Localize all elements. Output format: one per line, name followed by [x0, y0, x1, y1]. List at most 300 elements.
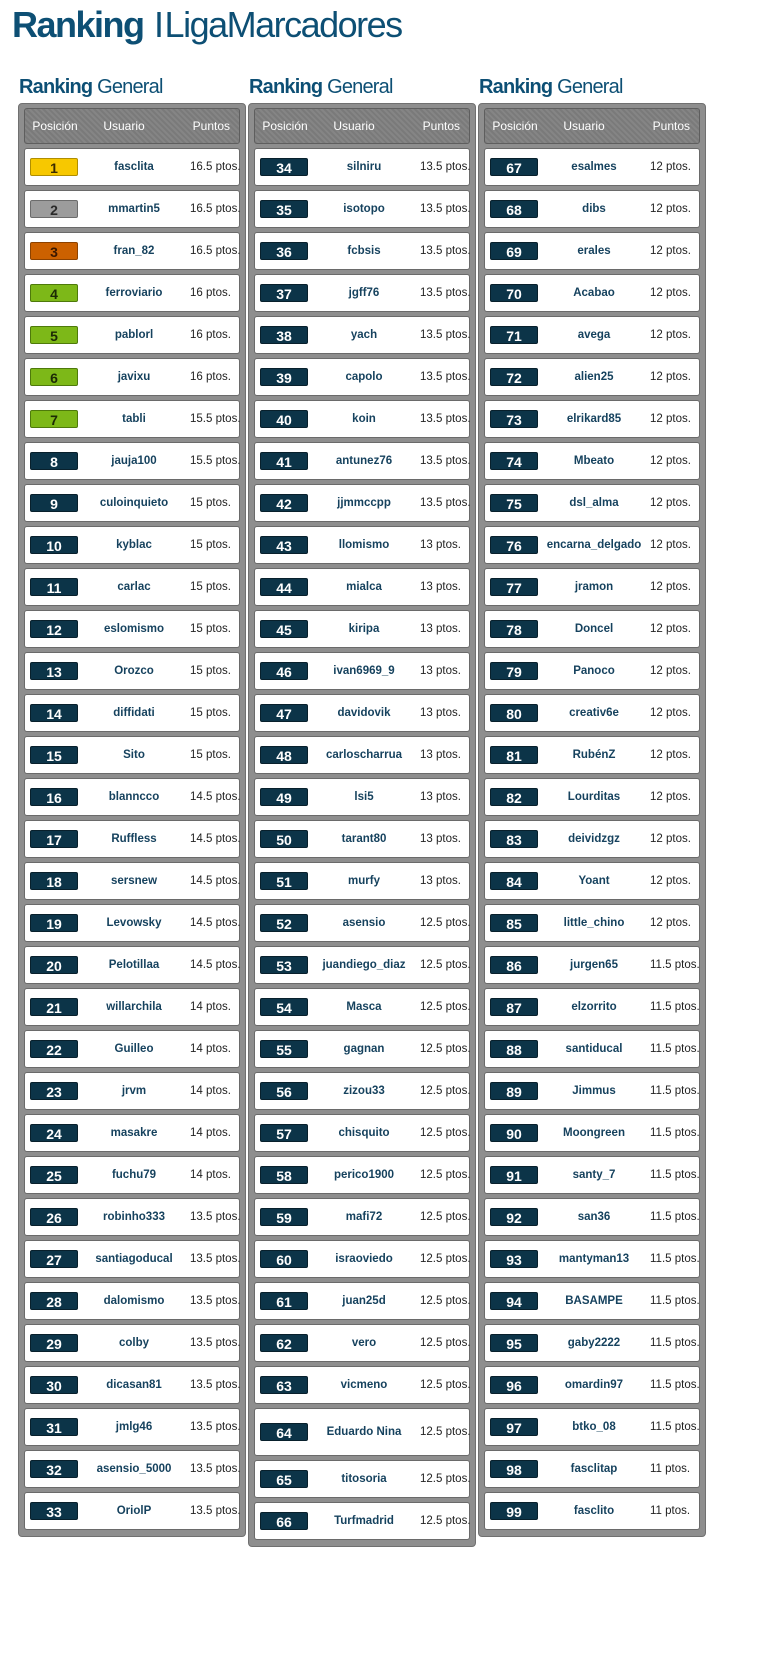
- user-name: eslomismo: [103, 622, 165, 635]
- user-name: sersnew: [110, 874, 158, 887]
- user-points: 12 ptos.: [650, 455, 691, 467]
- page-title-separator: I: [154, 4, 163, 45]
- user-name: Mbeato: [573, 454, 615, 467]
- position-badge: 2: [30, 200, 78, 218]
- position-badge: 23: [30, 1082, 78, 1100]
- user-name: elzorrito: [571, 1000, 617, 1013]
- ranking-row: [24, 484, 240, 522]
- user-points: 12.5 ptos.: [420, 1379, 471, 1391]
- user-points: 12 ptos.: [650, 707, 691, 719]
- user-name: carlac: [117, 580, 151, 593]
- user-points: 12.5 ptos.: [420, 1295, 471, 1307]
- user-points: 11.5 ptos.: [650, 1421, 700, 1433]
- user-name: blanncco: [108, 790, 160, 803]
- user-points: 13 ptos.: [420, 539, 461, 551]
- user-points: 12.5 ptos.: [420, 1515, 471, 1527]
- column-title: [248, 72, 478, 102]
- position-badge: 6: [30, 368, 78, 386]
- ranking-row: [254, 904, 470, 942]
- ranking-panel: [18, 103, 246, 1537]
- position-badge: 45: [260, 620, 308, 638]
- ranking-row: [254, 988, 470, 1026]
- position-badge: 48: [260, 746, 308, 764]
- position-badge: 83: [490, 830, 538, 848]
- user-name: Acabao: [573, 286, 615, 299]
- user-name: fran_82: [113, 244, 155, 257]
- header-points: Puntos: [422, 119, 460, 133]
- user-name: dsl_alma: [569, 496, 619, 509]
- user-name: kyblac: [116, 538, 152, 551]
- position-badge: 58: [260, 1166, 308, 1184]
- user-points: 13.5 ptos.: [420, 455, 471, 467]
- ranking-row: [254, 862, 470, 900]
- ranking-row: [24, 1492, 240, 1530]
- position-badge: 61: [260, 1292, 308, 1310]
- ranking-row: [24, 274, 240, 312]
- ranking-row: [24, 946, 240, 984]
- user-points: 11.5 ptos.: [650, 1043, 700, 1055]
- position-badge: 14: [30, 704, 78, 722]
- user-name: Masca: [346, 1000, 382, 1013]
- user-points: 11.5 ptos.: [650, 1379, 700, 1391]
- position-badge: 92: [490, 1208, 538, 1226]
- user-points: 16 ptos.: [190, 287, 231, 299]
- user-name: Turfmadrid: [334, 1514, 394, 1527]
- ranking-row: [484, 1114, 700, 1152]
- position-badge: 26: [30, 1208, 78, 1226]
- user-name: san36: [577, 1210, 611, 1223]
- user-points: 12 ptos.: [650, 203, 691, 215]
- position-badge: 32: [30, 1460, 78, 1478]
- user-points: 12.5 ptos.: [420, 1169, 471, 1181]
- user-points: 15.5 ptos.: [190, 455, 241, 467]
- position-badge: 12: [30, 620, 78, 638]
- ranking-row: [24, 820, 240, 858]
- position-badge: 55: [260, 1040, 308, 1058]
- ranking-row: [24, 400, 240, 438]
- position-badge: 74: [490, 452, 538, 470]
- ranking-row: [24, 1156, 240, 1194]
- user-points: 13 ptos.: [420, 875, 461, 887]
- user-points: 13.5 ptos.: [190, 1379, 241, 1391]
- position-badge: 44: [260, 578, 308, 596]
- user-points: 16 ptos.: [190, 329, 231, 341]
- user-points: 13.5 ptos.: [420, 371, 471, 383]
- position-badge: 20: [30, 956, 78, 974]
- position-badge: 77: [490, 578, 538, 596]
- ranking-row: [24, 694, 240, 732]
- position-badge: 71: [490, 326, 538, 344]
- ranking-row: [24, 652, 240, 690]
- user-name: Ruffless: [111, 832, 157, 845]
- user-name: omardin97: [564, 1378, 624, 1391]
- ranking-row: [484, 1492, 700, 1530]
- header-user: Usuario: [563, 119, 605, 133]
- ranking-row: [484, 988, 700, 1026]
- column-title-bold: Ranking: [479, 76, 553, 98]
- user-name: mantyman13: [558, 1252, 630, 1265]
- ranking-row: [254, 316, 470, 354]
- column-title: [478, 72, 708, 102]
- user-points: 13.5 ptos.: [420, 329, 471, 341]
- ranking-row: [24, 1198, 240, 1236]
- user-points: 12 ptos.: [650, 245, 691, 257]
- user-name: Levowsky: [106, 916, 162, 929]
- position-badge: 64: [260, 1423, 308, 1441]
- user-points: 13.5 ptos.: [190, 1295, 241, 1307]
- position-badge: 65: [260, 1470, 308, 1488]
- position-badge: 49: [260, 788, 308, 806]
- position-badge: 51: [260, 872, 308, 890]
- ranking-row: [24, 1030, 240, 1068]
- user-name: titosoria: [341, 1472, 387, 1485]
- position-badge: 41: [260, 452, 308, 470]
- position-badge: 79: [490, 662, 538, 680]
- ranking-row: [24, 1450, 240, 1488]
- user-points: 11.5 ptos.: [650, 959, 700, 971]
- position-badge: 86: [490, 956, 538, 974]
- ranking-column-3: [478, 72, 708, 1537]
- position-badge: 52: [260, 914, 308, 932]
- ranking-row: [254, 484, 470, 522]
- ranking-row: [484, 1408, 700, 1446]
- user-points: 12.5 ptos.: [420, 1253, 471, 1265]
- ranking-row: [254, 400, 470, 438]
- user-points: 12 ptos.: [650, 833, 691, 845]
- user-name: juandiego_diaz: [322, 958, 406, 971]
- user-name: btko_08: [572, 1420, 616, 1433]
- user-name: colby: [118, 1336, 150, 1349]
- column-title: [18, 72, 248, 102]
- user-name: Jimmus: [572, 1084, 616, 1097]
- user-name: Lourditas: [567, 790, 621, 803]
- user-name: esalmes: [571, 160, 617, 173]
- header-position: Posición: [32, 119, 78, 133]
- position-badge: 62: [260, 1334, 308, 1352]
- user-name: diffidati: [113, 706, 155, 719]
- column-title-bold: Ranking: [249, 76, 323, 98]
- user-name: BASAMPE: [565, 1294, 623, 1307]
- position-badge: 96: [490, 1376, 538, 1394]
- position-badge: 66: [260, 1512, 308, 1530]
- user-points: 12 ptos.: [650, 371, 691, 383]
- table-header: [254, 108, 470, 144]
- user-name: little_chino: [563, 916, 625, 929]
- user-name: lsi5: [354, 790, 374, 803]
- position-badge: 7: [30, 410, 78, 428]
- user-name: alien25: [574, 370, 614, 383]
- user-points: 12.5 ptos.: [420, 1473, 471, 1485]
- user-name: Panoco: [573, 664, 615, 677]
- position-badge: 30: [30, 1376, 78, 1394]
- user-points: 13 ptos.: [420, 707, 461, 719]
- position-badge: 27: [30, 1250, 78, 1268]
- user-name: asensio_5000: [96, 1462, 172, 1475]
- user-points: 12.5 ptos.: [420, 1001, 471, 1013]
- user-name: santiducal: [565, 1042, 623, 1055]
- header-position: Posición: [262, 119, 308, 133]
- ranking-row: [24, 1114, 240, 1152]
- position-badge: 70: [490, 284, 538, 302]
- page-title: [12, 0, 402, 50]
- user-name: fuchu79: [111, 1168, 157, 1181]
- user-name: deividzgz: [568, 832, 620, 845]
- ranking-row: [484, 610, 700, 648]
- ranking-row: [484, 778, 700, 816]
- column-title-light: General: [557, 76, 623, 98]
- user-name: tabli: [122, 412, 146, 425]
- ranking-row: [484, 400, 700, 438]
- position-badge: 37: [260, 284, 308, 302]
- ranking-row: [484, 946, 700, 984]
- user-points: 13.5 ptos.: [420, 413, 471, 425]
- user-points: 12.5 ptos.: [420, 1211, 471, 1223]
- position-badge: 80: [490, 704, 538, 722]
- user-name: zizou33: [343, 1084, 385, 1097]
- ranking-rows: [254, 148, 470, 1540]
- user-points: 12.5 ptos.: [420, 959, 471, 971]
- user-name: mmartin5: [108, 202, 160, 215]
- position-badge: 22: [30, 1040, 78, 1058]
- user-points: 13.5 ptos.: [420, 161, 471, 173]
- position-badge: 81: [490, 746, 538, 764]
- user-points: 11.5 ptos.: [650, 1169, 700, 1181]
- user-name: santy_7: [572, 1168, 616, 1181]
- header-points: Puntos: [652, 119, 690, 133]
- user-points: 16.5 ptos.: [190, 203, 241, 215]
- user-points: 12 ptos.: [650, 161, 691, 173]
- user-name: murfy: [348, 874, 380, 887]
- ranking-row: [254, 1282, 470, 1320]
- ranking-row: [24, 568, 240, 606]
- ranking-row: [484, 1072, 700, 1110]
- position-badge: 18: [30, 872, 78, 890]
- position-badge: 73: [490, 410, 538, 428]
- user-name: ivan6969_9: [333, 664, 395, 677]
- position-badge: 84: [490, 872, 538, 890]
- ranking-rows: [24, 148, 240, 1530]
- ranking-row: [24, 442, 240, 480]
- ranking-row: [484, 484, 700, 522]
- user-points: 11.5 ptos.: [650, 1295, 700, 1307]
- user-name: avega: [577, 328, 611, 341]
- user-points: 15 ptos.: [190, 749, 231, 761]
- user-name: chisquito: [338, 1126, 390, 1139]
- position-badge: 31: [30, 1418, 78, 1436]
- user-name: dicasan81: [106, 1378, 162, 1391]
- ranking-row: [254, 1114, 470, 1152]
- user-name: antunez76: [335, 454, 393, 467]
- user-name: Eduardo Nina: [326, 1425, 402, 1438]
- position-badge: 93: [490, 1250, 538, 1268]
- position-badge: 38: [260, 326, 308, 344]
- ranking-row: [484, 1366, 700, 1404]
- user-name: elrikard85: [566, 412, 622, 425]
- ranking-row: [484, 1030, 700, 1068]
- user-name: fasclita: [114, 160, 154, 173]
- user-name: Orozco: [114, 664, 154, 677]
- position-badge: 57: [260, 1124, 308, 1142]
- position-badge: 99: [490, 1502, 538, 1520]
- ranking-row: [24, 1072, 240, 1110]
- user-name: fasclito: [573, 1504, 615, 1517]
- position-badge: 1: [30, 158, 78, 176]
- position-badge: 60: [260, 1250, 308, 1268]
- position-badge: 98: [490, 1460, 538, 1478]
- position-badge: 56: [260, 1082, 308, 1100]
- user-points: 13.5 ptos.: [190, 1463, 241, 1475]
- user-name: encarna_delgado: [546, 538, 642, 551]
- ranking-row: [254, 274, 470, 312]
- ranking-row: [254, 526, 470, 564]
- user-name: yach: [350, 328, 378, 341]
- ranking-row: [24, 1408, 240, 1446]
- ranking-row: [254, 1460, 470, 1498]
- position-badge: 72: [490, 368, 538, 386]
- column-title-light: General: [327, 76, 393, 98]
- position-badge: 87: [490, 998, 538, 1016]
- user-points: 12.5 ptos.: [420, 1085, 471, 1097]
- page-title-bold: Ranking: [12, 4, 144, 45]
- user-name: dibs: [582, 202, 606, 215]
- user-name: juan25d: [342, 1294, 386, 1307]
- user-name: vero: [351, 1336, 377, 1349]
- position-badge: 10: [30, 536, 78, 554]
- user-points: 12 ptos.: [650, 623, 691, 635]
- ranking-row: [254, 148, 470, 186]
- position-badge: 36: [260, 242, 308, 260]
- position-badge: 39: [260, 368, 308, 386]
- position-badge: 16: [30, 788, 78, 806]
- ranking-row: [24, 862, 240, 900]
- user-name: jauja100: [111, 454, 157, 467]
- user-name: Pelotillaa: [108, 958, 160, 971]
- user-points: 14.5 ptos.: [190, 875, 241, 887]
- ranking-row: [24, 1366, 240, 1404]
- user-name: mafi72: [345, 1210, 383, 1223]
- user-points: 15 ptos.: [190, 707, 231, 719]
- user-points: 11.5 ptos.: [650, 1127, 700, 1139]
- user-name: fcbsis: [347, 244, 381, 257]
- user-name: Sito: [123, 748, 145, 761]
- ranking-row: [254, 610, 470, 648]
- ranking-row: [24, 190, 240, 228]
- user-points: 12.5 ptos.: [420, 917, 471, 929]
- user-name: asensio: [342, 916, 386, 929]
- position-badge: 75: [490, 494, 538, 512]
- column-title-bold: Ranking: [19, 76, 93, 98]
- position-badge: 42: [260, 494, 308, 512]
- position-badge: 88: [490, 1040, 538, 1058]
- user-points: 13.5 ptos.: [190, 1337, 241, 1349]
- position-badge: 82: [490, 788, 538, 806]
- user-points: 13.5 ptos.: [190, 1421, 241, 1433]
- user-name: jramon: [574, 580, 614, 593]
- user-name: capolo: [345, 370, 383, 383]
- user-points: 13 ptos.: [420, 749, 461, 761]
- user-name: Doncel: [574, 622, 614, 635]
- position-badge: 90: [490, 1124, 538, 1142]
- user-name: creativ6e: [569, 706, 619, 719]
- header-user: Usuario: [103, 119, 145, 133]
- ranking-row: [484, 358, 700, 396]
- table-header: [484, 108, 700, 144]
- user-points: 12 ptos.: [650, 749, 691, 761]
- position-badge: 15: [30, 746, 78, 764]
- ranking-column-2: [248, 72, 478, 1547]
- user-points: 11.5 ptos.: [650, 1001, 700, 1013]
- ranking-row: [484, 694, 700, 732]
- user-name: fasclitap: [570, 1462, 618, 1475]
- user-points: 12.5 ptos.: [420, 1337, 471, 1349]
- user-name: llomismo: [338, 538, 390, 551]
- position-badge: 28: [30, 1292, 78, 1310]
- ranking-row: [254, 736, 470, 774]
- user-points: 13.5 ptos.: [420, 245, 471, 257]
- user-name: RubénZ: [572, 748, 616, 761]
- position-badge: 29: [30, 1334, 78, 1352]
- user-points: 12.5 ptos.: [420, 1426, 471, 1438]
- ranking-row: [484, 442, 700, 480]
- user-points: 16.5 ptos.: [190, 161, 241, 173]
- user-name: jgff76: [348, 286, 380, 299]
- ranking-row: [484, 736, 700, 774]
- ranking-row: [254, 1156, 470, 1194]
- ranking-row: [24, 988, 240, 1026]
- user-points: 12 ptos.: [650, 581, 691, 593]
- position-badge: 8: [30, 452, 78, 470]
- user-points: 13 ptos.: [420, 623, 461, 635]
- user-points: 13.5 ptos.: [420, 203, 471, 215]
- user-points: 12 ptos.: [650, 497, 691, 509]
- user-points: 15 ptos.: [190, 497, 231, 509]
- position-badge: 76: [490, 536, 538, 554]
- user-points: 13 ptos.: [420, 581, 461, 593]
- ranking-row: [24, 232, 240, 270]
- user-points: 13 ptos.: [420, 791, 461, 803]
- user-name: Moongreen: [563, 1126, 625, 1139]
- position-badge: 46: [260, 662, 308, 680]
- user-points: 12 ptos.: [650, 413, 691, 425]
- user-name: dalomismo: [103, 1294, 165, 1307]
- user-points: 15 ptos.: [190, 623, 231, 635]
- ranking-rows: [484, 148, 700, 1530]
- position-badge: 78: [490, 620, 538, 638]
- user-points: 12 ptos.: [650, 917, 691, 929]
- position-badge: 11: [30, 578, 78, 596]
- user-points: 13 ptos.: [420, 665, 461, 677]
- user-points: 11.5 ptos.: [650, 1337, 700, 1349]
- user-name: jmlg46: [115, 1420, 153, 1433]
- ranking-row: [24, 148, 240, 186]
- user-name: OriolP: [116, 1504, 152, 1517]
- position-badge: 3: [30, 242, 78, 260]
- ranking-row: [484, 568, 700, 606]
- user-points: 12 ptos.: [650, 287, 691, 299]
- user-name: israoviedo: [335, 1252, 393, 1265]
- user-name: ferroviario: [105, 286, 163, 299]
- user-points: 12.5 ptos.: [420, 1043, 471, 1055]
- ranking-row: [484, 316, 700, 354]
- user-points: 15 ptos.: [190, 581, 231, 593]
- header-points: Puntos: [192, 119, 230, 133]
- user-name: robinho333: [103, 1210, 165, 1223]
- user-name: erales: [577, 244, 611, 257]
- ranking-row: [24, 778, 240, 816]
- ranking-row: [484, 232, 700, 270]
- position-badge: 67: [490, 158, 538, 176]
- user-name: willarchila: [106, 1000, 162, 1013]
